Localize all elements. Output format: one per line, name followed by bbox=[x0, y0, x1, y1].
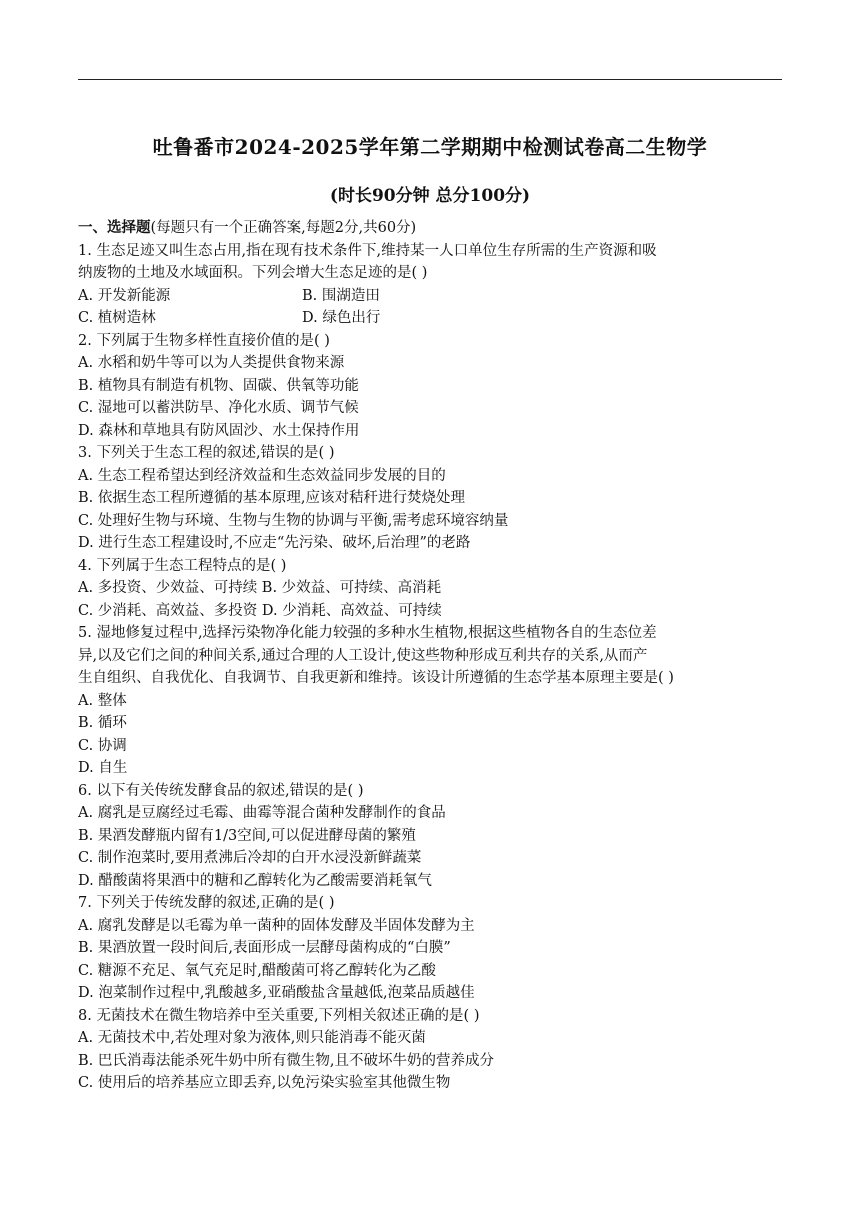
option-a: A. 腐乳发酵是以毛霉为单一菌种的固体发酵及半固体发酵为主 bbox=[78, 917, 475, 934]
option-b: B. 依据生态工程所遵循的基本原理,应该对秸秆进行焚烧处理 bbox=[78, 490, 465, 506]
option-d: D. 泡菜制作过程中,乳酸越多,亚硝酸盐含量越低,泡菜品质越佳 bbox=[78, 985, 475, 1001]
option-row bbox=[78, 307, 784, 330]
question-1 bbox=[78, 240, 784, 330]
question-stem: 2. 下列属于生物多样性直接价值的是( ) bbox=[78, 332, 330, 349]
option-row-cd: C. 少消耗、高效益、多投资 D. 少消耗、高效益、可持续 bbox=[78, 602, 442, 619]
question-5 bbox=[78, 622, 784, 780]
question-4 bbox=[78, 555, 784, 623]
exam-info: (时长90分钟 总分100分) bbox=[329, 186, 531, 206]
header-rule bbox=[78, 79, 782, 80]
option-d: D. 自生 bbox=[78, 760, 128, 776]
option-a: A. 开发新能源 bbox=[78, 287, 171, 304]
question-list bbox=[78, 217, 784, 1095]
option-c: C. 植树造林 bbox=[78, 310, 156, 326]
question-stem: 6. 以下有关传统发酵食品的叙述,错误的是( ) bbox=[78, 782, 364, 799]
section-heading bbox=[78, 217, 784, 240]
option-d: D. 森林和草地具有防风固沙、水土保持作用 bbox=[78, 422, 360, 439]
question-stem: 3. 下列关于生态工程的叙述,错误的是( ) bbox=[78, 445, 335, 461]
question-stem: 8. 无菌技术在微生物培养中至关重要,下列相关叙述正确的是( ) bbox=[78, 1007, 480, 1024]
option-d: D. 绿色出行 bbox=[302, 310, 381, 326]
option-c: C. 处理好生物与环境、生物与生物的协调与平衡,需考虑环境容纳量 bbox=[78, 512, 509, 529]
option-c: C. 制作泡菜时,要用煮沸后冷却的白开水浸没新鲜蔬菜 bbox=[78, 850, 422, 866]
question-6 bbox=[78, 780, 784, 893]
option-c: C. 湿地可以蓄洪防旱、净化水质、调节气候 bbox=[78, 400, 359, 416]
option-c: C. 协调 bbox=[78, 737, 127, 754]
option-row-ab: A. 多投资、少效益、可持续 B. 少效益、可持续、高消耗 bbox=[78, 580, 442, 596]
option-c: C. 使用后的培养基应立即丢弃,以免污染实验室其他微生物 bbox=[78, 1075, 451, 1091]
option-b: B. 循环 bbox=[78, 715, 127, 731]
question-2 bbox=[78, 330, 784, 443]
section-title: 一、选择题 bbox=[78, 219, 151, 236]
question-3 bbox=[78, 442, 784, 555]
option-a: A. 水稻和奶牛等可以为人类提供食物来源 bbox=[78, 355, 345, 371]
question-stem: 4. 下列属于生态工程特点的是( ) bbox=[78, 557, 287, 574]
option-d: D. 醋酸菌将果酒中的糖和乙醇转化为乙酸需要消耗氧气 bbox=[78, 872, 432, 889]
question-stem: 1. 生态足迹又叫生态占用,指在现有技术条件下,维持某一人口单位生存所需的生产资源和吸 bbox=[78, 242, 657, 259]
question-stem: 纳废物的土地及水域面积。下列会增大生态足迹的是( ) bbox=[78, 265, 428, 281]
option-b: B. 植物具有制造有机物、固碳、供氧等功能 bbox=[78, 377, 359, 394]
page-title: 吐鲁番市2024-2025学年第二学期期中检测试卷高二生物学 bbox=[152, 135, 708, 159]
section-note: (每题只有一个正确答案,每题2分,共60分) bbox=[150, 220, 417, 236]
question-stem: 5. 湿地修复过程中,选择污染物净化能力较强的多种水生植物,根据这些植物各自的生态位差 bbox=[78, 625, 657, 641]
option-c: C. 糖源不充足、氧气充足时,醋酸菌可将乙醇转化为乙酸 bbox=[78, 962, 436, 979]
option-a: A. 整体 bbox=[78, 692, 127, 709]
question-stem: 生自组织、自我优化、自我调节、自我更新和维持。该设计所遵循的生态学基本原理主要是( ) bbox=[78, 670, 674, 686]
question-stem: 7. 下列关于传统发酵的叙述,正确的是( ) bbox=[78, 895, 335, 911]
option-a: A. 无菌技术中,若处理对象为液体,则只能消毒不能灭菌 bbox=[78, 1030, 426, 1046]
option-b: B. 巴氏消毒法能杀死牛奶中所有微生物,且不破坏牛奶的营养成分 bbox=[78, 1052, 494, 1069]
question-stem: 异,以及它们之间的种间关系,通过合理的人工设计,使这些物种形成互利共存的关系,从而产 bbox=[78, 647, 648, 664]
question-7 bbox=[78, 892, 784, 1005]
option-row bbox=[78, 285, 784, 308]
question-8 bbox=[78, 1005, 784, 1095]
option-d: D. 进行生态工程建设时,不应走“先污染、破坏,后治理”的老路 bbox=[78, 535, 471, 551]
option-b: B. 围湖造田 bbox=[302, 287, 380, 304]
option-b: B. 果酒发酵瓶内留有1/3空间,可以促进酵母菌的繁殖 bbox=[78, 827, 416, 844]
option-a: A. 腐乳是豆腐经过毛霉、曲霉等混合菌种发酵制作的食品 bbox=[78, 805, 446, 821]
option-a: A. 生态工程希望达到经济效益和生态效益同步发展的目的 bbox=[78, 467, 446, 484]
option-b: B. 果酒放置一段时间后,表面形成一层酵母菌构成的“白膜” bbox=[78, 940, 451, 956]
